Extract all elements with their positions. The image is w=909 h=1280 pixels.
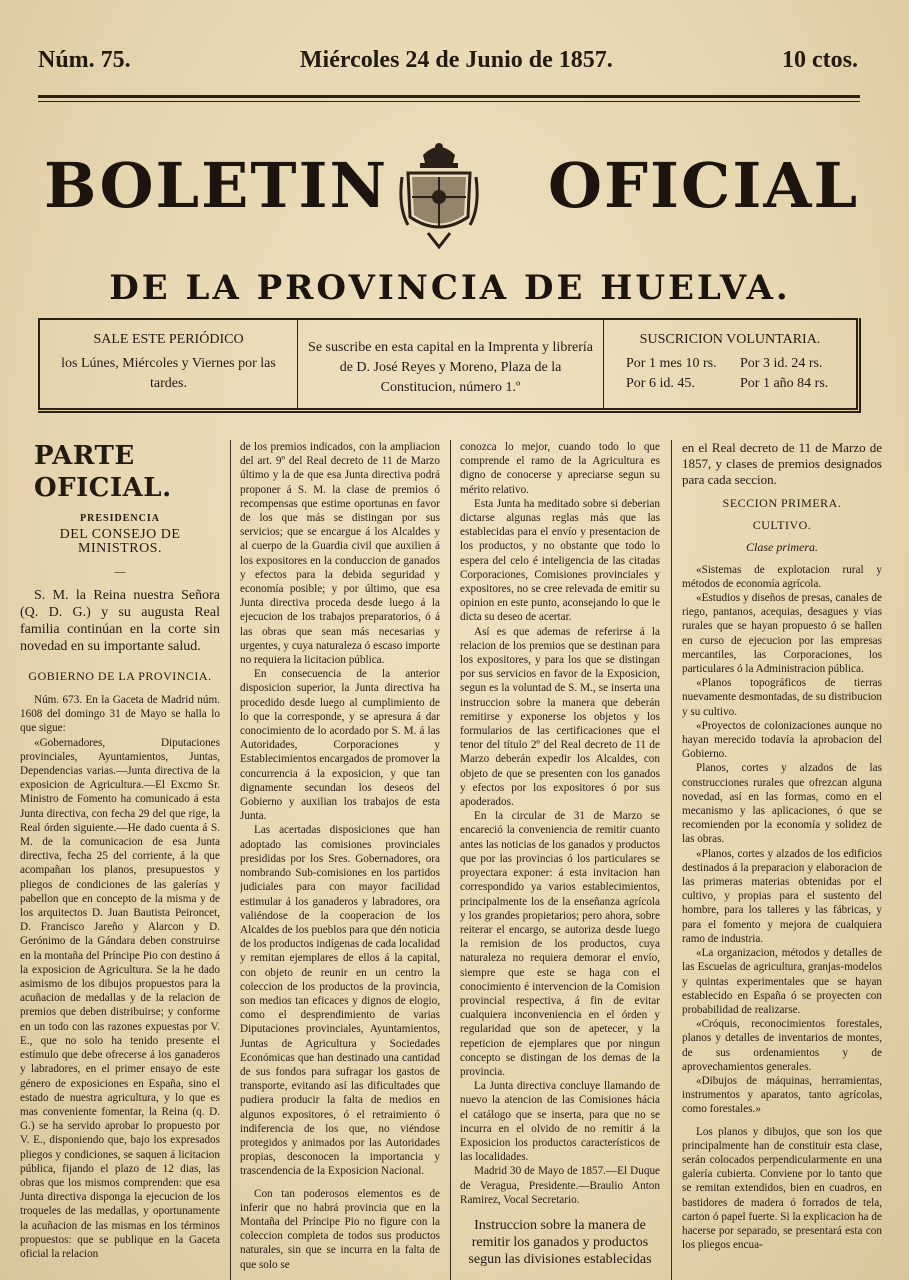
subscription-body: Se suscribe en esta capital en la Imprenta y librería de D. José Reyes y Moreno, Plaza de la Constitucion, número 1.º — [308, 340, 593, 395]
title-row — [38, 135, 860, 255]
paragraph: «Gobernadores, Diputaciones provinciales, Ayuntamientos, Juntas, Dependencias varias.—Junta directiva de la exposicion de Agricultura.—El Excmo Sr. Ministro de Fomento ha comunicado á esta Junta directiva, con fecha 29 del que rige, la Real órden siguiente.—He dado cuenta á S. M. de la comunicacion de esa Junta directiva, fecha 25 del corriente, á la que acompañan los planos, presupuestos y pliegos de condiciones de las galerías y pabellon que en concepto de la misma y de los arquitectos D. Juan Bautista Peironcet, D. Francisco Jareño y Alarcon y D. Gerónimo de la Gándara deben construirse en la montaña del Príncipe Pio con destino á la exposicion de Agricultura. Se la he dado asimismo de los dibujos propuestos para la acuñacion de medallas y de la relacion de premios que deben distribuirse; y conforme en un todo con las razones expuestas por V. E., que no solo ha tenido presente el estímulo que debe ofrecerse á los ganaderos y labradores, en el primer ensayo de este género de exposiciones en España, sino el estado de nuestra agricultura, y lo que es mas conveniente fomentar, la Reina (q. D. G.) se ha servido aprobar lo propuesto por V. E., disponiendo que, bajo los expresados pliegos y condiciones, se saquen á licitacion pública, fijando el plazo de 12 dias, las obras que los mismos comprenden: que esa Junta directiva disponga la ejecucion de los troqueles de las medallas, y oportunamente la acuñacion de las mismas en los términos propuestos: que se publique en la Gaceta oficial la relacion — [20, 736, 220, 1260]
list-item: «Dibujos de máquinas, herramientas, instrumentos y aparatos, tanto agrícolas, como forestales.» — [682, 1074, 882, 1116]
list-item: «Estudios y diseños de presas, canales de riego, pantanos, acequias, desagues y vias rurales que se hayan propuesto ó se hallen en curso de ejecucion por las empresas mercantiles, las Corporaciones, los particulares ó la Administracion pública. — [682, 592, 882, 676]
clase-heading: Clase primera. — [746, 540, 818, 555]
column-rule — [230, 440, 231, 1280]
column-1 — [20, 440, 220, 1280]
seccion-heading: SECCION PRIMERA. — [722, 496, 842, 510]
title-oficial: OFICIAL — [548, 149, 860, 222]
price-6-months: Por 6 id. 45. — [626, 376, 695, 391]
paragraph: Núm. 673. En la Gaceta de Madrid núm. 1608 del domingo 31 de Mayo se halla lo que sigue: — [20, 694, 220, 735]
list-item: «Planos topográficos de tierras nuevamente desmontadas, de su distribucion y su cultivo. — [682, 677, 882, 718]
publication-schedule — [40, 320, 298, 408]
paragraph: conozca lo mejor, cuando todo lo que comprende el ramo de la Agricultura es digno de conocerse y apreciarse segun su mérito relativo. — [460, 441, 660, 496]
list-item: «Cróquis, reconocimientos forestales, planos y detalles de inventarios de montes, de sus ordenamientos y de aprovechamientos generales. — [682, 1018, 882, 1073]
separator-dash: — — [114, 565, 126, 578]
paragraph: Esta Junta ha meditado sobre si deberian dictarse algunas reglas más que las establecidas para el envío y presentacion de los productos, y no obstante que todo lo espera del celo é inteligencia de las citadas Corporaciones, Comisiones provinciales y expositores, no se cree relevada de emitir su opinion en este punto, aconsejando lo que le dicta su deseo de acertar. — [460, 497, 660, 624]
schedule-title: SALE ESTE PERIÓDICO — [93, 332, 244, 347]
subscription-box — [38, 318, 858, 410]
list-item: «La organizacion, métodos y detalles de las Escuelas de agricultura, granjas-modelos y quintas experimentales que se hayan establecido en España ó se proyecten con probabilidad de realizarse. — [682, 947, 882, 1016]
issue-date: Miércoles 24 de Junio de 1857. — [299, 46, 613, 73]
column-3 — [460, 440, 660, 1280]
presidencia-heading: PRESIDENCIA — [80, 513, 160, 524]
header-rule — [38, 95, 860, 98]
issue-price: 10 ctos. — [782, 46, 858, 73]
schedule-body: los Lúnes, Miércoles y Viernes por las tardes. — [61, 356, 276, 391]
paragraph: de los premios indicados, con la ampliacion del art. 9º del Real decreto de 11 de Marzo último y la de que esa Junta directiva podrá proponer á S. M. la clase de premios ó recompensas que estime oportunas en favor de los que más se distingan por sus servicios; que se encargue á los Alcaldes y al cuerpo de la Guardia civil que auxilien á los expositores en la conduccion de ganados y efectos para la debida seguridad y economía posible; y por último, que esa Junta directiva proceda desde luego á la ejecucion de los trabajos preparatorios, ó á las obras que sean más necesarias y urgentes, y cuya naturaleza ó escaso importe no requiera la licitacion pública. — [240, 441, 440, 667]
column-rule — [671, 440, 672, 1280]
price-3-months: Por 3 id. 24 rs. — [740, 356, 823, 371]
consejo-heading: DEL CONSEJO DE MINISTROS. — [59, 527, 181, 557]
royal-health-notice: S. M. la Reina nuestra Señora (Q. D. G.) y su augusta Real familia continúan en la corte sin novedad en su importante salud. — [20, 587, 220, 654]
issue-number: Núm. 75. — [38, 46, 131, 73]
list-item: «Proyectos de colonizaciones aunque no hayan merecido todavía la aprobacion del Gobierno. — [682, 719, 882, 761]
subscription-info — [298, 320, 604, 408]
title-boletin: BOLETIN — [44, 149, 389, 222]
subtitle: DE LA PROVINCIA DE HUELVA. — [109, 268, 791, 308]
paragraph: La Junta directiva concluye llamando de nuevo la atencion de las Comisiones hácia el catálogo que se inserta, para que no se incurra en el olvido de no remitir á la Exposicion los productos característicos de las localidades. — [460, 1080, 660, 1164]
column-4 — [682, 440, 882, 1280]
price-list — [612, 354, 848, 394]
coat-of-arms-icon — [398, 137, 480, 252]
signature-paragraph: Madrid 30 de Mayo de 1857.—El Duque de Veragua, Presidente.—Braulio Anton Ramirez, Vocal Secretario. — [460, 1165, 660, 1206]
paragraph: Las acertadas disposiciones que han adoptado las comisiones provinciales presididas por los Sres. Gobernadores, ora nombrando Sub-comisiones en los partidos judiciales para con mayor facilidad estimular á los ganaderos y labradores, ora valiéndose de la cooperacion de los Alcaldes de los pueblos para que dén noticia de los productos indígenas de cada localidad y remitan ejemplares de ellos á la capital, con objeto de reunir en un centro la coleccion de los productos de la provincia, son medios tan eficaces y dignos de elogio, como el desprendimiento de varias Diputaciones provinciales, Ayuntamientos, Juntas de Agricultura y Sociedades Económicas que han destinado una cantidad de sus fondos para sufragar los gastos de transporte, evitando así las dificultades que pudiera producir la falta de medios en algunos expositores, ó el retraimiento ó indiferencia de los que, no viéndose protegidos y animados por las Autoridades propias, desconocen la importancia y trascendencia de la Exposicion Nacional. — [240, 824, 440, 1178]
paragraph: Los planos y dibujos, que son los que principalmente han de constituir esta clase, serán colocados perpendicularmente en una galería cubierta. Conviene por lo tanto que se remitan extendidos, bien en cuadros, en bastidores de madera ó forrados de tela, carton ó papel fuerte. Si la explicacion ha de hacerse por separado, se presentará esta con los pliegos encua- — [682, 1125, 882, 1252]
paragraph: Así es que ademas de referirse á la relacion de los premios que se destinan para los expositores, y para los que se distingan por sus servicios en favor de la Exposicion, segun es la voluntad de S. M., se inserta una instruccion sobre la manera que deberán remitirse y exponerse los objetos y los formularios de las certificaciones que el tenor del título 2º del Real decreto de 11 de Marzo deberán expedir los Alcaldes, con objeto de que se presenten con los ganados y efectos por los expositores ó por sus apoderados. — [460, 625, 660, 809]
list-item: Planos, cortes y alzados de las construcciones rurales que ofrezcan alguna novedad, así en las formas, como en el mecanismo y las aplicaciones, ó que se recomienden por la economía y solidez de las obras. — [682, 762, 882, 846]
header-rule-thin — [38, 101, 860, 102]
column-rule — [450, 440, 451, 1280]
price-1-year: Por 1 año 84 rs. — [740, 376, 829, 391]
section-title-parte-oficial: PARTE OFICIAL. — [34, 441, 172, 503]
cultivo-heading: CULTIVO. — [752, 518, 812, 533]
voluntary-subscription — [604, 320, 856, 408]
price-1-month: Por 1 mes 10 rs. — [626, 356, 717, 371]
paragraph: En la circular de 31 de Marzo se encareció la conveniencia de remitir cuanto antes las noticias de los ganados y productos que por las provincias ó los particulares se proyectara exponer: á esta invitacion han correspondido ya varios establecimientos, principalmente los de la enseñanza agrícola y los grandes propietarios; pero ahora, sobre reiterar el encargo, se autoriza desde luego la remision de los productos, cuya naturaleza no requiera demorar el envío, siempre que este se haga con el conocimiento é intervencion de la Comision provincial respectiva, á fin de evitar cualquiera inconveniencia en el órden y regularidad que son de apetecer, y la repeticion de ejemplares que por ningun concepto se distingan de los demas de la provincia. — [460, 810, 660, 1078]
column-2 — [240, 440, 440, 1280]
list-item: «Sistemas de explotacion rural y métodos de economía agrícola. — [682, 563, 882, 590]
paragraph: Con tan poderosos elementos es de inferir que no habrá provincia que en la Montaña del Príncipe Pio no figure con la coleccion completa de todos sus productos naturales, sin que se incurra en la falta de que solo se — [240, 1187, 440, 1271]
prices-title: SUSCRICION VOLUNTARIA. — [639, 332, 821, 347]
gobierno-heading: GOBIERNO DE LA PROVINCIA. — [28, 668, 212, 683]
list-item: «Planos, cortes y alzados de los edificios destinados á la preparacion y elaboracion de las primeras materias obtenidas por el cultivo, y propias para el sustento del hombre, para los talleres y las fábricas, y para el fomento y mejora de cualquiera ramo de industria. — [682, 847, 882, 945]
paragraph: En consecuencia de la anterior disposicion superior, la Junta directiva ha procedido desde luego al cumplimiento de lo que la corresponde, y se apresura á dar conocimiento de lo acordado por S. M. á las Autoridades, Corporaciones y Establecimientos encargados de promover la concurrencia á la exposicion, y que tan dignamente secundan los deseos del Gobierno y auxilian los trabajos de esta Junta. — [240, 668, 440, 823]
instruccion-heading: Instruccion sobre la manera de remitir los ganados y productos segun las divisiones establecidas — [468, 1217, 652, 1267]
paragraph: en el Real decreto de 11 de Marzo de 1857, y clases de premios designados para cada seccion. — [682, 440, 882, 487]
masthead-line — [38, 42, 858, 78]
